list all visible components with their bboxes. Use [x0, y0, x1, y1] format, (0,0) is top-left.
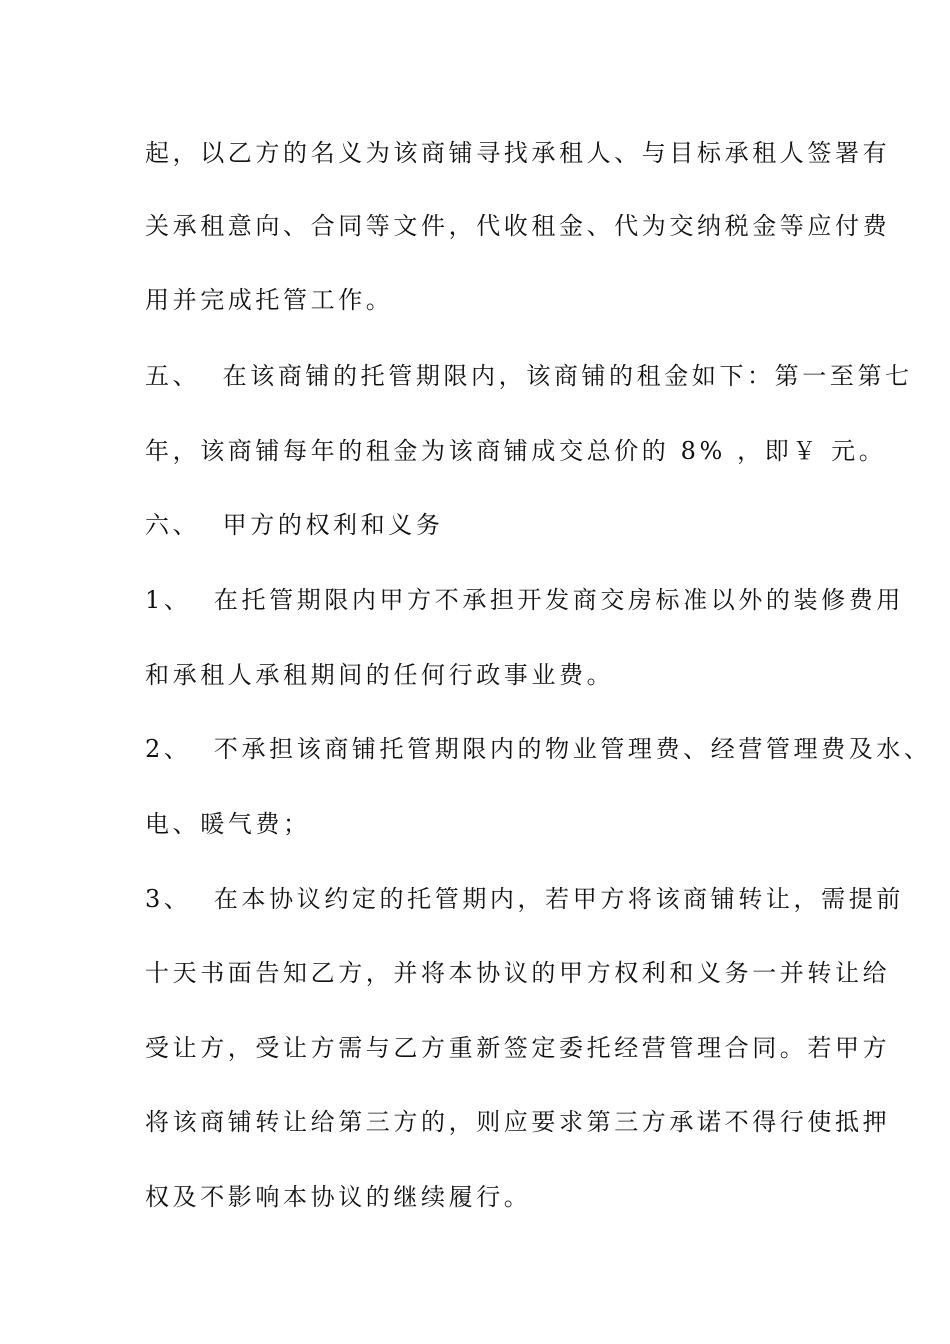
text-line-3: 用并完成托管工作。 — [145, 286, 394, 314]
clause-5-heading: 五、 在该商铺的托管期限内，该商铺的租金如下：第一至第七 — [145, 362, 913, 390]
item-3-line-2: 十天书面告知乙方，并将本协议的甲方权利和义务一并转让给 — [145, 959, 891, 987]
text-line-2: 关承租意向、合同等文件，代收租金、代为交纳税金等应付费 — [145, 212, 891, 240]
item-3-line-5: 权及不影响本协议的继续履行。 — [145, 1183, 532, 1211]
item-2-line-2: 电、暖气费； — [145, 810, 311, 838]
text-line-1: 起，以乙方的名义为该商铺寻找承租人、与目标承租人签署有 — [145, 139, 891, 167]
item-1-line-2: 和承租人承租期间的任何行政事业费。 — [145, 661, 615, 689]
item-3-line-1: 3、 在本协议约定的托管期内，若甲方将该商铺转让，需提前 — [145, 885, 904, 913]
clause-6-heading: 六、 甲方的权利和义务 — [145, 511, 444, 539]
item-1-line-1: 1、 在托管期限内甲方不承担开发商交房标准以外的装修费用 — [145, 586, 904, 614]
text-line-5: 年，该商铺每年的租金为该商铺成交总价的 8% ，即￥ 元。 — [145, 437, 887, 465]
item-3-line-4: 将该商铺转让给第三方的，则应要求第三方承诺不得行使抵押 — [145, 1108, 891, 1136]
item-3-line-3: 受让方，受让方需与乙方重新签定委托经营管理合同。若甲方 — [145, 1034, 891, 1062]
item-2-line-1: 2、 不承担该商铺托管期限内的物业管理费、经营管理费及水、 — [145, 735, 932, 763]
